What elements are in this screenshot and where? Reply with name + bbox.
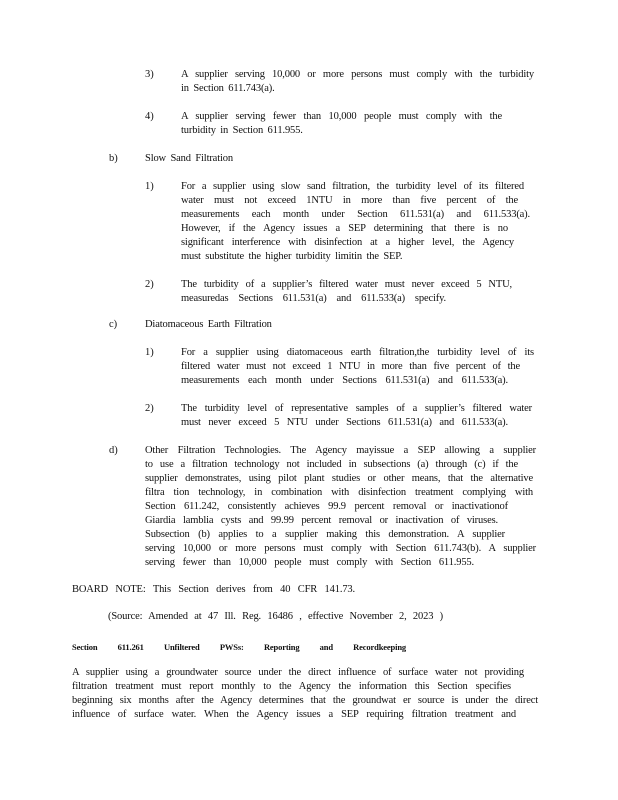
item-4-marker: 4) xyxy=(145,111,154,122)
section-b-item-1-line-1: For a supplier using slow sand filtration, the turbidity level of its filtered xyxy=(181,181,524,192)
section-b-item-1-line-6: must substitute the higher turbidity limitin the SEP. xyxy=(181,251,403,262)
section-611-261-line-3: beginning six months after the Agency determines that the groundwat er source is under the direct xyxy=(72,695,538,706)
section-d-line-9: serving fewer than 10,000 people must comply with Section 611.955. xyxy=(145,557,474,568)
section-b-item-1-line-5: significant interference with disinfection at a higher level, the Agency xyxy=(181,237,514,248)
section-c-title: Diatomaceous Earth Filtration xyxy=(145,319,272,330)
section-d-line-5: Section 611.242, consistently achieves 99.9 percent removal or inactivationof xyxy=(145,501,508,512)
section-c-item-2-line-1: The turbidity level of representative samples of a supplier’s filtered water xyxy=(181,403,532,414)
section-c-item-1-line-1: For a supplier using diatomaceous earth filtration,the turbidity level of its xyxy=(181,347,534,358)
section-c-marker: c) xyxy=(109,319,118,330)
section-b-item-2-line-2: measuredas Sections 611.531(a) and 611.533(a) specify. xyxy=(181,293,446,304)
section-d-line-6: Giardia lamblia cysts and 99.99 percent removal or inactivation of viruses. xyxy=(145,515,498,526)
section-d-marker: d) xyxy=(109,445,118,456)
section-b-item-2-marker: 2) xyxy=(145,279,154,290)
board-note: BOARD NOTE: This Section derives from 40 CFR 141.73. xyxy=(72,584,355,595)
section-b-item-1-line-4: However, if the Agency issues a SEP determining that there is no xyxy=(181,223,508,234)
section-c-item-2-marker: 2) xyxy=(145,403,154,414)
section-d-line-2: to use a filtration technology not included in subsections (a) through (c) if the xyxy=(145,459,518,470)
section-611-261-line-4: influence of surface water. When the Agency issues a SEP requiring filtration treatment and xyxy=(72,709,516,720)
section-d-line-7: Subsection (b) applies to a supplier making this demonstration. A supplier xyxy=(145,529,505,540)
section-b-item-2-line-1: The turbidity of a supplier’s filtered water must never exceed 5 NTU, xyxy=(181,279,512,290)
item-3-line-2: in Section 611.743(a). xyxy=(181,83,275,94)
section-d-line-8: serving 10,000 or more persons must comply with Section 611.743(b). A supplier xyxy=(145,543,536,554)
section-611-261-line-1: A supplier using a groundwater source under the direct influence of surface water not providing xyxy=(72,667,524,678)
section-b-title: Slow Sand Filtration xyxy=(145,153,233,164)
section-b-marker: b) xyxy=(109,153,118,164)
section-d-line-3: supplier demonstrates, using pilot plant studies or other means, that the alternative xyxy=(145,473,533,484)
section-c-item-1-line-3: measurements each month under Sections 611.531(a) and 611.533(a). xyxy=(181,375,508,386)
section-611-261-heading: Section 611.261 Unfiltered PWSs: Reporting and Recordkeeping xyxy=(72,642,406,652)
section-c-item-1-marker: 1) xyxy=(145,347,154,358)
section-c-item-2-line-2: must never exceed 5 NTU under Sections 611.531(a) and 611.533(a). xyxy=(181,417,508,428)
section-611-261-line-2: filtration treatment must report monthly to the Agency the information this Section specifies xyxy=(72,681,511,692)
item-4-line-1: A supplier serving fewer than 10,000 people must comply with the xyxy=(181,111,502,122)
section-b-item-1-marker: 1) xyxy=(145,181,154,192)
section-c-item-1-line-2: filtered water must not exceed 1 NTU in more than five percent of the xyxy=(181,361,520,372)
item-4-line-2: turbidity in Section 611.955. xyxy=(181,125,303,136)
item-3-line-1: A supplier serving 10,000 or more persons must comply with the turbidity xyxy=(181,69,534,80)
section-b-item-1-line-3: measurements each month under Section 611.531(a) and 611.533(a). xyxy=(181,209,530,220)
source-note: (Source: Amended at 47 Ill. Reg. 16486 , effective November 2, 2023 ) xyxy=(108,611,443,622)
section-b-item-1-line-2: water must not exceed 1NTU in more than five percent of the xyxy=(181,195,518,206)
section-d-line-1: Other Filtration Technologies. The Agency mayissue a SEP allowing a supplier xyxy=(145,445,536,456)
section-d-line-4: filtra tion technology, in combination with disinfection treatment complying with xyxy=(145,487,533,498)
item-3-marker: 3) xyxy=(145,69,154,80)
